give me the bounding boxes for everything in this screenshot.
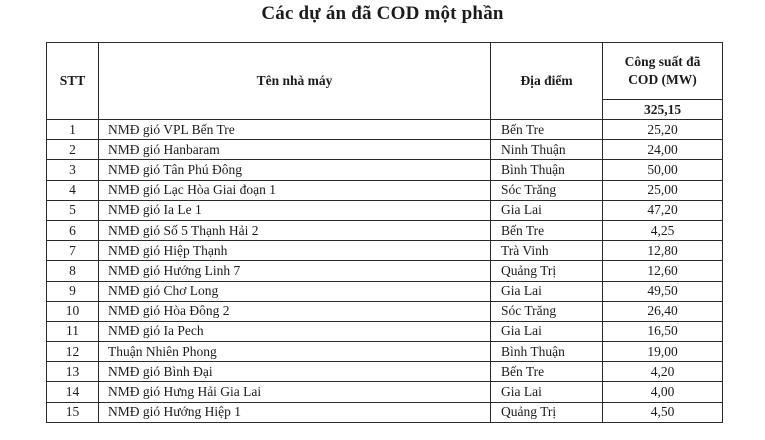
row-location: Bến Tre xyxy=(491,120,603,140)
row-stt: 12 xyxy=(47,342,99,362)
table-row xyxy=(47,180,723,200)
row-location: Sóc Trăng xyxy=(491,301,603,321)
row-plant-name: Thuận Nhiên Phong xyxy=(99,342,491,362)
row-capacity: 47,20 xyxy=(603,200,723,220)
table-row xyxy=(47,241,723,261)
row-plant-name: NMĐ gió Ia Le 1 xyxy=(99,200,491,220)
table-header xyxy=(47,43,723,120)
row-plant-name: NMĐ gió Hướng Hiệp 1 xyxy=(99,402,491,422)
table-row xyxy=(47,120,723,140)
table-row xyxy=(47,281,723,301)
row-location: Gia Lai xyxy=(491,382,603,402)
page-title: Các dự án đã COD một phần xyxy=(261,3,504,24)
row-location: Sóc Trăng xyxy=(491,180,603,200)
row-stt: 3 xyxy=(47,160,99,180)
row-stt: 1 xyxy=(47,120,99,140)
row-capacity: 4,20 xyxy=(603,362,723,382)
row-capacity: 4,00 xyxy=(603,382,723,402)
row-location: Ninh Thuận xyxy=(491,140,603,160)
cod-projects-table xyxy=(46,42,723,423)
row-capacity: 19,00 xyxy=(603,342,723,362)
table-row xyxy=(47,220,723,240)
row-location: Gia Lai xyxy=(491,200,603,220)
row-stt: 6 xyxy=(47,220,99,240)
row-stt: 4 xyxy=(47,180,99,200)
row-stt: 9 xyxy=(47,281,99,301)
row-capacity: 4,50 xyxy=(603,402,723,422)
row-stt: 14 xyxy=(47,382,99,402)
row-location: Gia Lai xyxy=(491,281,603,301)
row-capacity: 4,25 xyxy=(603,220,723,240)
header-row xyxy=(47,43,723,100)
row-capacity: 50,00 xyxy=(603,160,723,180)
row-plant-name: NMĐ gió Hướng Linh 7 xyxy=(99,261,491,281)
table-row xyxy=(47,321,723,341)
row-location: Quảng Trị xyxy=(491,402,603,422)
table-row xyxy=(47,342,723,362)
table-row xyxy=(47,140,723,160)
row-location: Bình Thuận xyxy=(491,342,603,362)
row-capacity: 49,50 xyxy=(603,281,723,301)
row-stt: 11 xyxy=(47,321,99,341)
row-stt: 13 xyxy=(47,362,99,382)
row-location: Gia Lai xyxy=(491,321,603,341)
row-location: Quảng Trị xyxy=(491,261,603,281)
row-plant-name: NMĐ gió Hòa Đông 2 xyxy=(99,301,491,321)
table-row xyxy=(47,362,723,382)
row-capacity: 16,50 xyxy=(603,321,723,341)
row-capacity: 26,40 xyxy=(603,301,723,321)
row-stt: 7 xyxy=(47,241,99,261)
row-plant-name: NMĐ gió Hanbaram xyxy=(99,140,491,160)
row-stt: 8 xyxy=(47,261,99,281)
table-row xyxy=(47,160,723,180)
row-plant-name: NMĐ gió Số 5 Thạnh Hải 2 xyxy=(99,220,491,240)
table-row xyxy=(47,402,723,422)
row-stt: 5 xyxy=(47,200,99,220)
row-capacity: 25,00 xyxy=(603,180,723,200)
table-row xyxy=(47,301,723,321)
row-plant-name: NMĐ gió Chơ Long xyxy=(99,281,491,301)
row-location: Bến Tre xyxy=(491,362,603,382)
row-location: Bình Thuận xyxy=(491,160,603,180)
row-plant-name: NMĐ gió Hưng Hải Gia Lai xyxy=(99,382,491,402)
row-plant-name: NMĐ gió Bình Đại xyxy=(99,362,491,382)
row-location: Trà Vinh xyxy=(491,241,603,261)
row-capacity: 12,80 xyxy=(603,241,723,261)
header-location: Địa điểm xyxy=(491,43,603,120)
table-row xyxy=(47,200,723,220)
row-stt: 10 xyxy=(47,301,99,321)
row-capacity: 25,20 xyxy=(603,120,723,140)
header-capacity: Công suất đã COD (MW) xyxy=(603,43,723,100)
row-plant-name: NMĐ gió Tân Phú Đông xyxy=(99,160,491,180)
row-stt: 2 xyxy=(47,140,99,160)
header-stt: STT xyxy=(47,43,99,120)
row-plant-name: NMĐ gió Hiệp Thạnh xyxy=(99,241,491,261)
table-row xyxy=(47,261,723,281)
table-body xyxy=(47,120,723,423)
row-capacity: 24,00 xyxy=(603,140,723,160)
row-stt: 15 xyxy=(47,402,99,422)
row-plant-name: NMĐ gió Ia Pech xyxy=(99,321,491,341)
table-row xyxy=(47,382,723,402)
row-plant-name: NMĐ gió Lạc Hòa Giai đoạn 1 xyxy=(99,180,491,200)
row-location: Bến Tre xyxy=(491,220,603,240)
row-capacity: 12,60 xyxy=(603,261,723,281)
row-plant-name: NMĐ gió VPL Bến Tre xyxy=(99,120,491,140)
header-plant-name: Tên nhà máy xyxy=(99,43,491,120)
total-capacity-value: 325,15 xyxy=(603,100,723,120)
